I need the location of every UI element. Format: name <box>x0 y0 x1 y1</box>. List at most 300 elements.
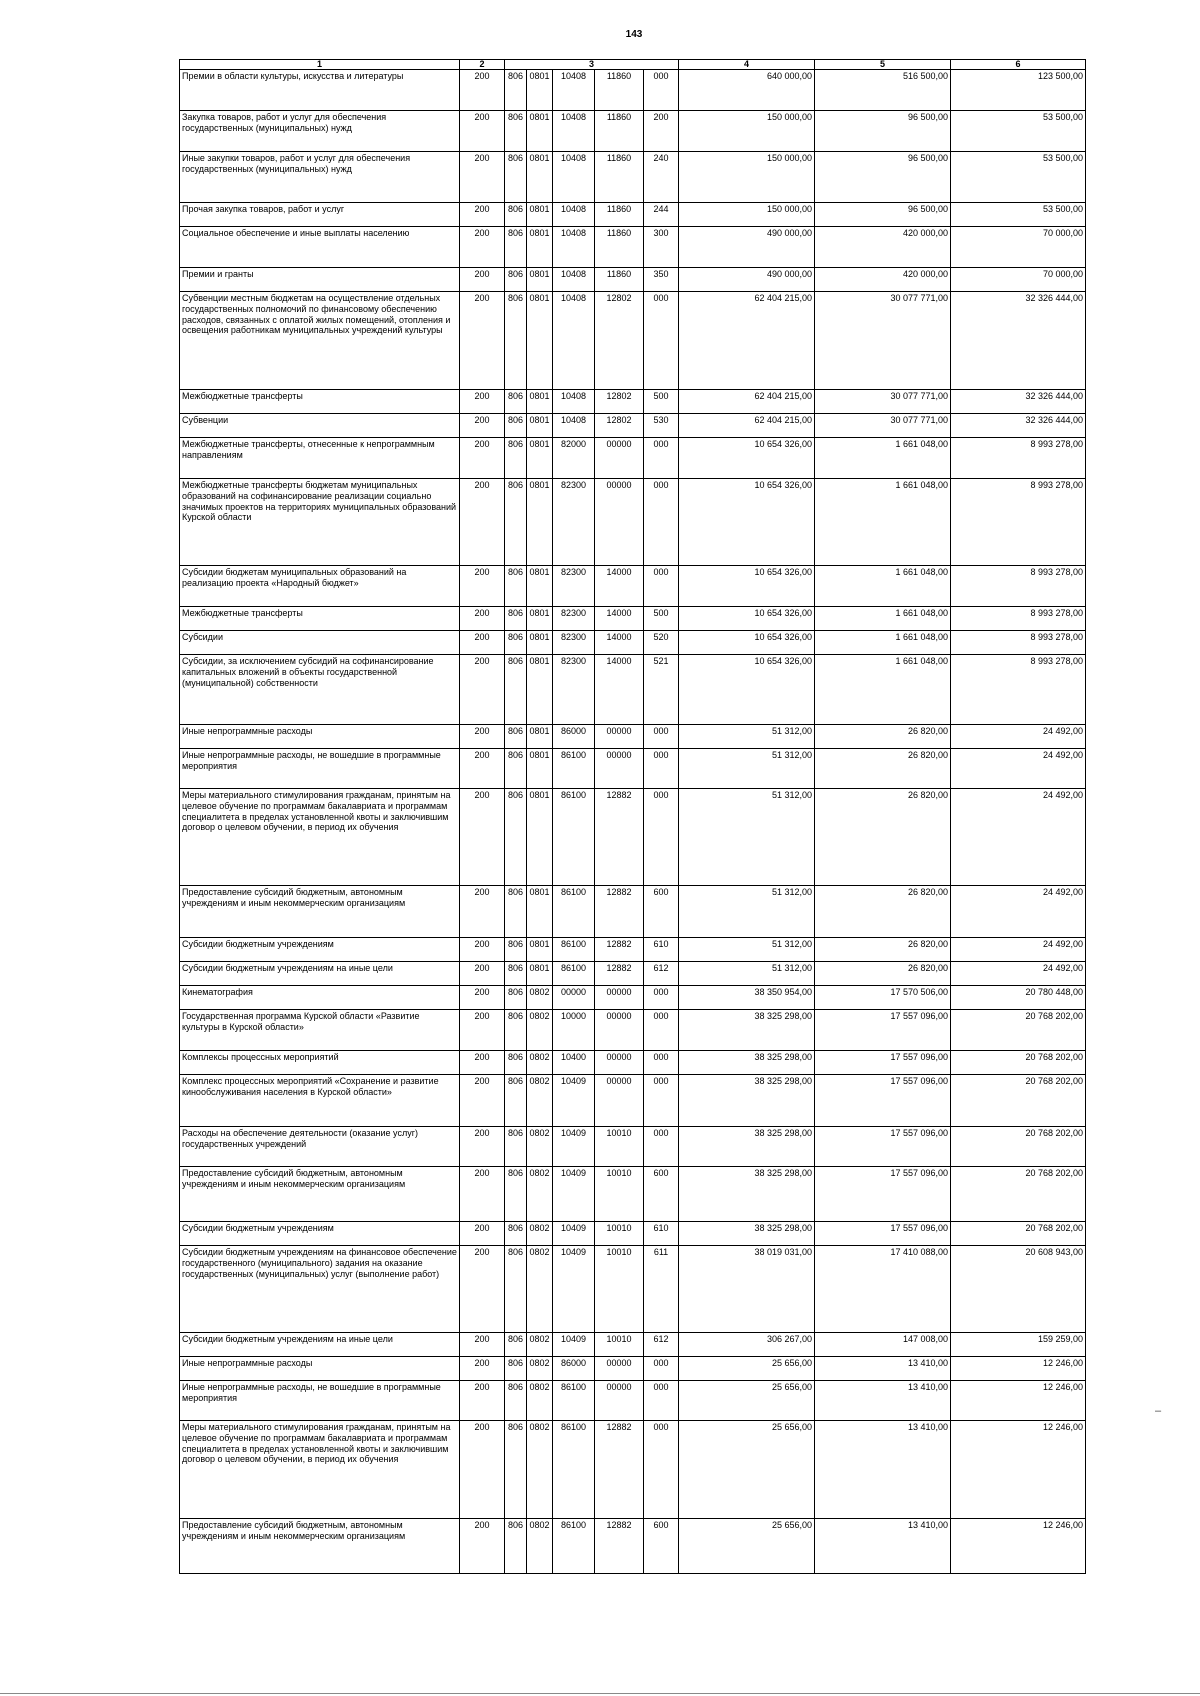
row-amount-col5: 96 500,00 <box>815 111 951 152</box>
row-ministry-code: 806 <box>505 414 527 438</box>
row-amount-col4: 10 654 326,00 <box>679 631 815 655</box>
row-section-code: 0802 <box>527 1519 553 1574</box>
row-amount-col4: 490 000,00 <box>679 268 815 292</box>
row-amount-col5: 26 820,00 <box>815 938 951 962</box>
row-amount-col5: 13 410,00 <box>815 1421 951 1519</box>
row-program-code: 10409 <box>553 1127 595 1167</box>
row-program-code: 86100 <box>553 886 595 938</box>
row-direction-code: 00000 <box>595 1010 644 1051</box>
row-code-col2: 200 <box>460 1127 505 1167</box>
row-name: Иные непрограммные расходы, не вошедшие в программные мероприятия <box>180 1381 460 1421</box>
row-amount-col5: 26 820,00 <box>815 725 951 749</box>
row-code-col2: 200 <box>460 607 505 631</box>
row-ministry-code: 806 <box>505 1381 527 1421</box>
row-expense-type: 244 <box>644 203 679 227</box>
row-direction-code: 12802 <box>595 414 644 438</box>
row-amount-col6: 24 492,00 <box>951 886 1086 938</box>
page-number: 143 <box>625 29 643 40</box>
row-expense-type: 000 <box>644 70 679 111</box>
row-program-code: 10408 <box>553 268 595 292</box>
row-name: Предоставление субсидий бюджетным, автономным учреждениям и иным некоммерческим организациям <box>180 1519 460 1574</box>
row-expense-type: 600 <box>644 886 679 938</box>
table-row <box>180 1421 1086 1519</box>
row-amount-col6: 53 500,00 <box>951 111 1086 152</box>
row-expense-type: 000 <box>644 789 679 886</box>
row-amount-col6: 20 768 202,00 <box>951 1010 1086 1051</box>
row-code-col2: 200 <box>460 1051 505 1075</box>
row-name: Субсидии бюджетным учреждениям на иные цели <box>180 1333 460 1357</box>
row-ministry-code: 806 <box>505 390 527 414</box>
table-row <box>180 70 1086 111</box>
row-amount-col5: 30 077 771,00 <box>815 414 951 438</box>
row-code-col2: 200 <box>460 111 505 152</box>
row-direction-code: 14000 <box>595 566 644 607</box>
row-name: Расходы на обеспечение деятельности (оказание услуг) государственных учреждений <box>180 1127 460 1167</box>
row-amount-col5: 13 410,00 <box>815 1357 951 1381</box>
row-ministry-code: 806 <box>505 1051 527 1075</box>
table-row <box>180 1167 1086 1222</box>
table-row <box>180 1010 1086 1051</box>
row-amount-col6: 32 326 444,00 <box>951 292 1086 390</box>
row-expense-type: 612 <box>644 1333 679 1357</box>
row-amount-col4: 10 654 326,00 <box>679 479 815 566</box>
row-amount-col5: 17 410 088,00 <box>815 1246 951 1333</box>
row-ministry-code: 806 <box>505 631 527 655</box>
row-amount-col6: 20 608 943,00 <box>951 1246 1086 1333</box>
row-expense-type: 000 <box>644 1010 679 1051</box>
budget-table <box>179 59 1086 1574</box>
row-expense-type: 000 <box>644 725 679 749</box>
row-ministry-code: 806 <box>505 1010 527 1051</box>
row-expense-type: 000 <box>644 1051 679 1075</box>
row-name: Комплекс процессных мероприятий «Сохранение и развитие кинообслуживания населения в Курской области» <box>180 1075 460 1127</box>
row-code-col2: 200 <box>460 1333 505 1357</box>
row-direction-code: 14000 <box>595 655 644 725</box>
row-amount-col4: 306 267,00 <box>679 1333 815 1357</box>
row-amount-col6: 12 246,00 <box>951 1421 1086 1519</box>
row-ministry-code: 806 <box>505 1357 527 1381</box>
row-amount-col6: 8 993 278,00 <box>951 479 1086 566</box>
row-direction-code: 10010 <box>595 1167 644 1222</box>
row-amount-col6: 32 326 444,00 <box>951 414 1086 438</box>
row-direction-code: 10010 <box>595 1333 644 1357</box>
row-name: Субвенции <box>180 414 460 438</box>
row-amount-col4: 25 656,00 <box>679 1357 815 1381</box>
row-amount-col6: 20 768 202,00 <box>951 1222 1086 1246</box>
row-direction-code: 10010 <box>595 1127 644 1167</box>
row-expense-type: 500 <box>644 607 679 631</box>
row-amount-col5: 17 557 096,00 <box>815 1222 951 1246</box>
row-name: Межбюджетные трансферты <box>180 607 460 631</box>
row-direction-code: 00000 <box>595 749 644 789</box>
row-section-code: 0801 <box>527 566 553 607</box>
row-ministry-code: 806 <box>505 152 527 203</box>
row-direction-code: 11860 <box>595 111 644 152</box>
row-amount-col6: 8 993 278,00 <box>951 631 1086 655</box>
row-ministry-code: 806 <box>505 1222 527 1246</box>
row-name: Субсидии бюджетным учреждениям <box>180 1222 460 1246</box>
row-expense-type: 350 <box>644 268 679 292</box>
row-section-code: 0802 <box>527 1010 553 1051</box>
row-amount-col4: 25 656,00 <box>679 1381 815 1421</box>
row-amount-col5: 96 500,00 <box>815 203 951 227</box>
table-row <box>180 725 1086 749</box>
row-ministry-code: 806 <box>505 886 527 938</box>
row-direction-code: 11860 <box>595 152 644 203</box>
table-row <box>180 1357 1086 1381</box>
row-amount-col5: 26 820,00 <box>815 749 951 789</box>
table-row <box>180 938 1086 962</box>
row-amount-col4: 640 000,00 <box>679 70 815 111</box>
row-section-code: 0801 <box>527 749 553 789</box>
row-amount-col4: 51 312,00 <box>679 725 815 749</box>
row-ministry-code: 806 <box>505 268 527 292</box>
margin-mark: ‒ <box>1155 1405 1162 1417</box>
table-row <box>180 1519 1086 1574</box>
row-section-code: 0801 <box>527 227 553 268</box>
row-program-code: 86000 <box>553 725 595 749</box>
row-code-col2: 200 <box>460 938 505 962</box>
row-program-code: 86100 <box>553 789 595 886</box>
row-amount-col6: 12 246,00 <box>951 1519 1086 1574</box>
row-program-code: 82300 <box>553 566 595 607</box>
row-section-code: 0802 <box>527 1127 553 1167</box>
row-program-code: 86100 <box>553 1519 595 1574</box>
row-name: Субсидии <box>180 631 460 655</box>
table-row <box>180 1246 1086 1333</box>
row-direction-code: 12882 <box>595 1421 644 1519</box>
table-row <box>180 986 1086 1010</box>
row-amount-col6: 53 500,00 <box>951 152 1086 203</box>
row-amount-col4: 62 404 215,00 <box>679 414 815 438</box>
row-expense-type: 611 <box>644 1246 679 1333</box>
table-row <box>180 438 1086 479</box>
row-amount-col5: 26 820,00 <box>815 962 951 986</box>
row-amount-col4: 150 000,00 <box>679 203 815 227</box>
row-amount-col4: 150 000,00 <box>679 111 815 152</box>
row-direction-code: 12882 <box>595 1519 644 1574</box>
row-direction-code: 00000 <box>595 438 644 479</box>
row-program-code: 00000 <box>553 986 595 1010</box>
row-name: Иные непрограммные расходы, не вошедшие в программные мероприятия <box>180 749 460 789</box>
row-name: Субсидии бюджетам муниципальных образований на реализацию проекта «Народный бюджет» <box>180 566 460 607</box>
table-row <box>180 749 1086 789</box>
row-program-code: 10408 <box>553 70 595 111</box>
row-name: Кинематография <box>180 986 460 1010</box>
row-direction-code: 11860 <box>595 70 644 111</box>
row-program-code: 10409 <box>553 1246 595 1333</box>
row-program-code: 10400 <box>553 1051 595 1075</box>
row-amount-col4: 38 325 298,00 <box>679 1222 815 1246</box>
row-direction-code: 00000 <box>595 725 644 749</box>
row-section-code: 0801 <box>527 268 553 292</box>
row-direction-code: 14000 <box>595 631 644 655</box>
row-amount-col4: 38 019 031,00 <box>679 1246 815 1333</box>
row-ministry-code: 806 <box>505 1246 527 1333</box>
row-expense-type: 240 <box>644 152 679 203</box>
row-section-code: 0802 <box>527 1421 553 1519</box>
row-amount-col6: 70 000,00 <box>951 227 1086 268</box>
row-ministry-code: 806 <box>505 566 527 607</box>
row-name: Иные непрограммные расходы <box>180 1357 460 1381</box>
row-amount-col6: 53 500,00 <box>951 203 1086 227</box>
row-code-col2: 200 <box>460 292 505 390</box>
row-direction-code: 12882 <box>595 789 644 886</box>
row-section-code: 0801 <box>527 203 553 227</box>
row-section-code: 0801 <box>527 789 553 886</box>
row-amount-col5: 17 557 096,00 <box>815 1075 951 1127</box>
table-row <box>180 292 1086 390</box>
row-expense-type: 600 <box>644 1519 679 1574</box>
row-amount-col6: 123 500,00 <box>951 70 1086 111</box>
row-code-col2: 200 <box>460 655 505 725</box>
row-section-code: 0802 <box>527 1167 553 1222</box>
row-expense-type: 000 <box>644 1127 679 1167</box>
row-name: Межбюджетные трансферты бюджетам муниципальных образований на софинансирование реализации социально значимых проектов на территориях муниципальных образований Курской области <box>180 479 460 566</box>
row-direction-code: 00000 <box>595 1051 644 1075</box>
row-amount-col6: 24 492,00 <box>951 789 1086 886</box>
row-amount-col5: 420 000,00 <box>815 227 951 268</box>
row-section-code: 0801 <box>527 607 553 631</box>
row-code-col2: 200 <box>460 1010 505 1051</box>
row-amount-col6: 24 492,00 <box>951 962 1086 986</box>
row-amount-col6: 24 492,00 <box>951 725 1086 749</box>
row-amount-col5: 1 661 048,00 <box>815 607 951 631</box>
row-amount-col6: 8 993 278,00 <box>951 566 1086 607</box>
row-section-code: 0802 <box>527 1246 553 1333</box>
header-col-5: 5 <box>815 60 951 70</box>
row-direction-code: 00000 <box>595 1357 644 1381</box>
row-expense-type: 000 <box>644 438 679 479</box>
row-ministry-code: 806 <box>505 1167 527 1222</box>
row-amount-col5: 26 820,00 <box>815 886 951 938</box>
row-section-code: 0801 <box>527 962 553 986</box>
row-amount-col6: 12 246,00 <box>951 1357 1086 1381</box>
row-ministry-code: 806 <box>505 655 527 725</box>
row-amount-col6: 8 993 278,00 <box>951 655 1086 725</box>
row-amount-col4: 10 654 326,00 <box>679 566 815 607</box>
row-direction-code: 00000 <box>595 479 644 566</box>
row-program-code: 82300 <box>553 479 595 566</box>
header-col-3: 3 <box>505 60 679 70</box>
row-section-code: 0802 <box>527 986 553 1010</box>
row-section-code: 0801 <box>527 725 553 749</box>
header-col-4: 4 <box>679 60 815 70</box>
row-ministry-code: 806 <box>505 1075 527 1127</box>
row-section-code: 0802 <box>527 1333 553 1357</box>
row-section-code: 0801 <box>527 438 553 479</box>
row-code-col2: 200 <box>460 390 505 414</box>
row-ministry-code: 806 <box>505 607 527 631</box>
row-name: Межбюджетные трансферты, отнесенные к непрограммным направлениям <box>180 438 460 479</box>
row-section-code: 0802 <box>527 1075 553 1127</box>
row-amount-col5: 420 000,00 <box>815 268 951 292</box>
row-amount-col4: 51 312,00 <box>679 886 815 938</box>
row-direction-code: 12882 <box>595 938 644 962</box>
table-row <box>180 962 1086 986</box>
row-code-col2: 200 <box>460 438 505 479</box>
table-row <box>180 152 1086 203</box>
row-amount-col5: 1 661 048,00 <box>815 479 951 566</box>
header-col-2: 2 <box>460 60 505 70</box>
row-expense-type: 000 <box>644 986 679 1010</box>
row-amount-col5: 17 557 096,00 <box>815 1127 951 1167</box>
row-amount-col4: 62 404 215,00 <box>679 390 815 414</box>
row-expense-type: 610 <box>644 938 679 962</box>
row-amount-col6: 32 326 444,00 <box>951 390 1086 414</box>
row-amount-col5: 1 661 048,00 <box>815 566 951 607</box>
row-expense-type: 612 <box>644 962 679 986</box>
row-name: Межбюджетные трансферты <box>180 390 460 414</box>
row-amount-col6: 24 492,00 <box>951 938 1086 962</box>
row-code-col2: 200 <box>460 414 505 438</box>
row-expense-type: 500 <box>644 390 679 414</box>
row-amount-col5: 26 820,00 <box>815 789 951 886</box>
row-amount-col5: 1 661 048,00 <box>815 438 951 479</box>
row-expense-type: 600 <box>644 1167 679 1222</box>
row-ministry-code: 806 <box>505 227 527 268</box>
row-amount-col4: 150 000,00 <box>679 152 815 203</box>
row-code-col2: 200 <box>460 986 505 1010</box>
row-amount-col4: 51 312,00 <box>679 789 815 886</box>
row-ministry-code: 806 <box>505 1519 527 1574</box>
row-amount-col4: 51 312,00 <box>679 749 815 789</box>
row-amount-col6: 70 000,00 <box>951 268 1086 292</box>
row-direction-code: 11860 <box>595 268 644 292</box>
row-name: Комплексы процессных мероприятий <box>180 1051 460 1075</box>
row-amount-col5: 17 557 096,00 <box>815 1167 951 1222</box>
row-program-code: 82300 <box>553 631 595 655</box>
row-amount-col4: 38 325 298,00 <box>679 1127 815 1167</box>
row-code-col2: 200 <box>460 725 505 749</box>
table-row <box>180 227 1086 268</box>
row-amount-col4: 10 654 326,00 <box>679 607 815 631</box>
row-amount-col5: 17 557 096,00 <box>815 1051 951 1075</box>
row-name: Субсидии бюджетным учреждениям на финансовое обеспечение государственного (муниципального) задания на оказание государственных (муниципальных) услуг (выполнение работ) <box>180 1246 460 1333</box>
bottom-rule <box>0 1693 1200 1694</box>
row-name: Иные непрограммные расходы <box>180 725 460 749</box>
row-ministry-code: 806 <box>505 938 527 962</box>
row-program-code: 86100 <box>553 1421 595 1519</box>
row-amount-col6: 20 768 202,00 <box>951 1075 1086 1127</box>
row-expense-type: 000 <box>644 749 679 789</box>
table-row <box>180 479 1086 566</box>
row-ministry-code: 806 <box>505 1421 527 1519</box>
table-row <box>180 1381 1086 1421</box>
row-amount-col6: 20 768 202,00 <box>951 1051 1086 1075</box>
row-code-col2: 200 <box>460 1357 505 1381</box>
row-section-code: 0801 <box>527 631 553 655</box>
row-amount-col6: 24 492,00 <box>951 749 1086 789</box>
row-amount-col5: 516 500,00 <box>815 70 951 111</box>
row-amount-col4: 490 000,00 <box>679 227 815 268</box>
row-code-col2: 200 <box>460 1519 505 1574</box>
table-row <box>180 789 1086 886</box>
row-program-code: 86100 <box>553 1381 595 1421</box>
row-program-code: 10000 <box>553 1010 595 1051</box>
row-amount-col4: 38 350 954,00 <box>679 986 815 1010</box>
row-program-code: 86000 <box>553 1357 595 1381</box>
row-section-code: 0801 <box>527 111 553 152</box>
row-code-col2: 200 <box>460 749 505 789</box>
table-row <box>180 111 1086 152</box>
row-amount-col5: 30 077 771,00 <box>815 390 951 414</box>
row-name: Предоставление субсидий бюджетным, автономным учреждениям и иным некоммерческим организациям <box>180 1167 460 1222</box>
row-name: Предоставление субсидий бюджетным, автономным учреждениям и иным некоммерческим организациям <box>180 886 460 938</box>
row-code-col2: 200 <box>460 203 505 227</box>
row-amount-col6: 20 768 202,00 <box>951 1167 1086 1222</box>
row-amount-col4: 51 312,00 <box>679 962 815 986</box>
row-ministry-code: 806 <box>505 986 527 1010</box>
row-ministry-code: 806 <box>505 203 527 227</box>
row-section-code: 0801 <box>527 414 553 438</box>
row-amount-col4: 25 656,00 <box>679 1519 815 1574</box>
row-direction-code: 10010 <box>595 1246 644 1333</box>
row-section-code: 0801 <box>527 479 553 566</box>
row-code-col2: 200 <box>460 1167 505 1222</box>
table-row <box>180 607 1086 631</box>
row-amount-col5: 13 410,00 <box>815 1519 951 1574</box>
row-ministry-code: 806 <box>505 438 527 479</box>
row-name: Премии в области культуры, искусства и литературы <box>180 70 460 111</box>
row-ministry-code: 806 <box>505 789 527 886</box>
header-row <box>180 60 1086 70</box>
row-program-code: 86100 <box>553 962 595 986</box>
row-amount-col5: 96 500,00 <box>815 152 951 203</box>
row-amount-col6: 20 780 448,00 <box>951 986 1086 1010</box>
row-ministry-code: 806 <box>505 292 527 390</box>
row-expense-type: 610 <box>644 1222 679 1246</box>
row-direction-code: 11860 <box>595 227 644 268</box>
row-code-col2: 200 <box>460 1075 505 1127</box>
row-name: Премии и гранты <box>180 268 460 292</box>
row-name: Субсидии бюджетным учреждениям <box>180 938 460 962</box>
row-ministry-code: 806 <box>505 479 527 566</box>
row-section-code: 0801 <box>527 390 553 414</box>
row-expense-type: 000 <box>644 479 679 566</box>
row-name: Иные закупки товаров, работ и услуг для обеспечения государственных (муниципальных) нужд <box>180 152 460 203</box>
row-direction-code: 00000 <box>595 1381 644 1421</box>
row-amount-col5: 17 570 506,00 <box>815 986 951 1010</box>
row-amount-col5: 13 410,00 <box>815 1381 951 1421</box>
row-program-code: 82000 <box>553 438 595 479</box>
row-code-col2: 200 <box>460 962 505 986</box>
row-program-code: 10409 <box>553 1222 595 1246</box>
header-col-1: 1 <box>180 60 460 70</box>
row-program-code: 10408 <box>553 390 595 414</box>
row-ministry-code: 806 <box>505 749 527 789</box>
row-ministry-code: 806 <box>505 111 527 152</box>
row-program-code: 10408 <box>553 111 595 152</box>
table-row <box>180 566 1086 607</box>
row-section-code: 0802 <box>527 1051 553 1075</box>
row-code-col2: 200 <box>460 227 505 268</box>
row-program-code: 86100 <box>553 938 595 962</box>
row-program-code: 10408 <box>553 292 595 390</box>
row-name: Государственная программа Курской области «Развитие культуры в Курской области» <box>180 1010 460 1051</box>
row-ministry-code: 806 <box>505 725 527 749</box>
row-direction-code: 12882 <box>595 886 644 938</box>
table-body <box>180 70 1086 1574</box>
row-direction-code: 14000 <box>595 607 644 631</box>
row-amount-col5: 147 008,00 <box>815 1333 951 1357</box>
row-expense-type: 530 <box>644 414 679 438</box>
row-section-code: 0801 <box>527 70 553 111</box>
table-row <box>180 390 1086 414</box>
table-row <box>180 1051 1086 1075</box>
row-expense-type: 521 <box>644 655 679 725</box>
row-amount-col4: 38 325 298,00 <box>679 1051 815 1075</box>
